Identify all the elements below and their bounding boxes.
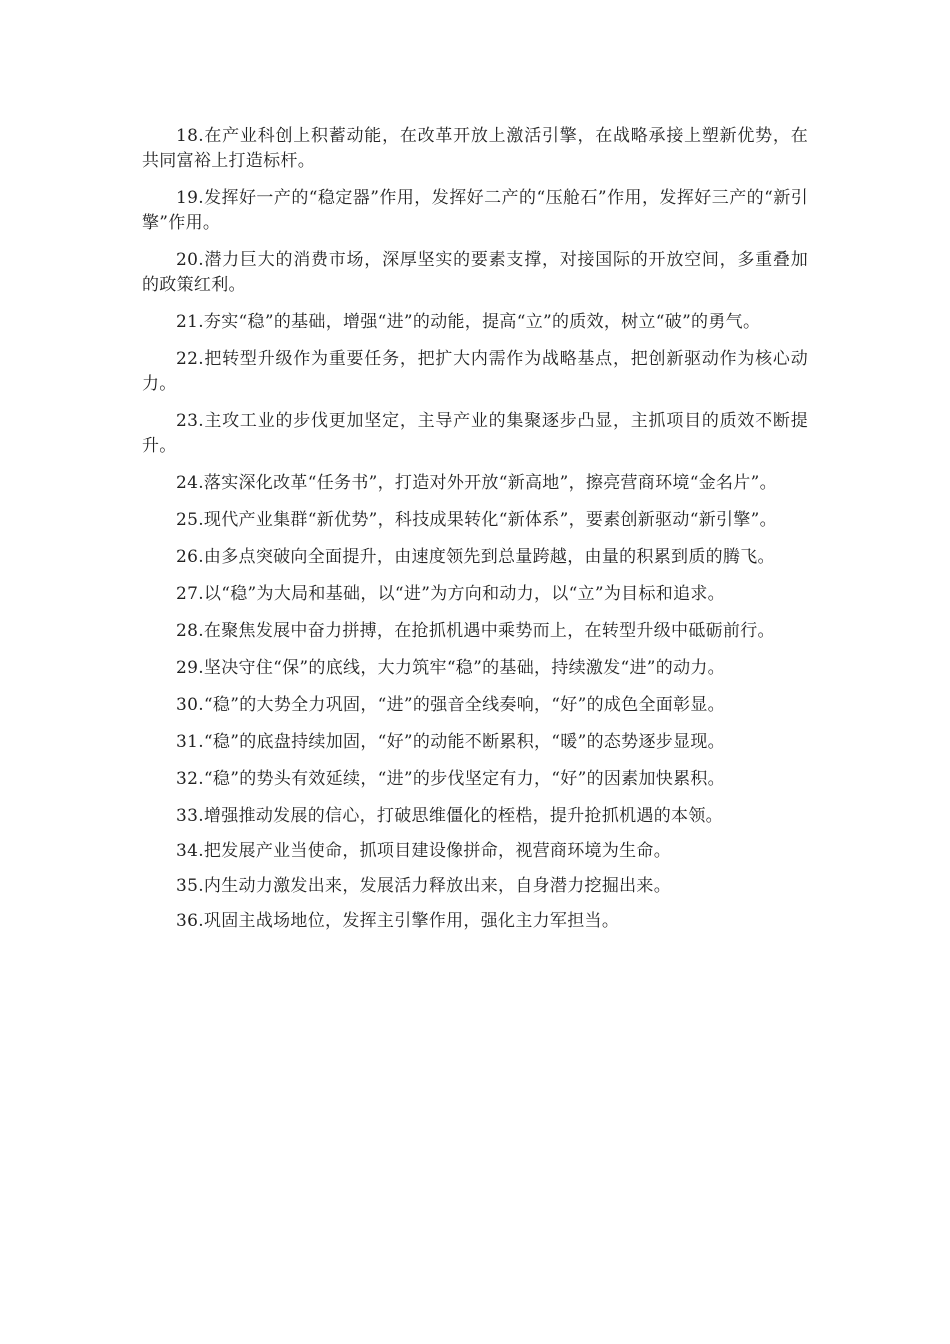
paragraph-30: 30.“稳”的大势全力巩固，“进”的强音全线奏响，“好”的成色全面彰显。 [176,695,725,715]
document-body [142,124,808,944]
paragraph-34: 34.把发展产业当使命，抓项目建设像拼命，视营商环境为生命。 [176,841,672,861]
paragraph-36: 36.巩固主战场地位，发挥主引擎作用，强化主力军担当。 [176,911,620,931]
paragraph-27: 27.以“稳”为大局和基础，以“进”为方向和动力，以“立”为目标和追求。 [176,584,725,604]
paragraph-18: 18.在产业科创上积蓄动能，在改革开放上激活引擎，在战略承接上塑新优势，在共同富裕上打造标杆。 [142,126,808,171]
paragraph-28: 28.在聚焦发展中奋力拼搏，在抢抓机遇中乘势而上，在转型升级中砥砺前行。 [176,621,775,641]
paragraph-31: 31.“稳”的底盘持续加固，“好”的动能不断累积，“暖”的态势逐步显现。 [176,732,725,752]
paragraph-33: 33.增强推动发展的信心，打破思维僵化的桎梏，提升抢抓机遇的本领。 [176,806,723,826]
paragraph-24: 24.落实深化改革“任务书”，打造对外开放“新高地”，擦亮营商环境“金名片”。 [176,473,777,493]
paragraph-23: 23.主攻工业的步伐更加坚定，主导产业的集聚逐步凸显，主抓项目的质效不断提升。 [142,411,808,456]
paragraph-35: 35.内生动力激发出来，发展活力释放出来，自身潜力挖掘出来。 [176,876,672,896]
paragraph-20: 20.潜力巨大的消费市场，深厚坚实的要素支撑，对接国际的开放空间，多重叠加的政策红利。 [142,250,808,295]
paragraph-26: 26.由多点突破向全面提升，由速度领先到总量跨越，由量的积累到质的腾飞。 [176,547,775,567]
paragraph-32: 32.“稳”的势头有效延续，“进”的步伐坚定有力，“好”的因素加快累积。 [176,769,725,789]
paragraph-29: 29.坚决守住“保”的底线，大力筑牢“稳”的基础，持续激发“进”的动力。 [176,658,725,678]
paragraph-25: 25.现代产业集群“新优势”，科技成果转化“新体系”，要素创新驱动“新引擎”。 [176,510,777,530]
paragraph-22: 22.把转型升级作为重要任务，把扩大内需作为战略基点，把创新驱动作为核心动力。 [142,349,808,394]
paragraph-21: 21.夯实“稳”的基础，增强“进”的动能，提高“立”的质效，树立“破”的勇气。 [176,312,761,332]
paragraph-19: 19.发挥好一产的“稳定器”作用，发挥好二产的“压舱石”作用，发挥好三产的“新引擎”作用。 [142,188,808,233]
